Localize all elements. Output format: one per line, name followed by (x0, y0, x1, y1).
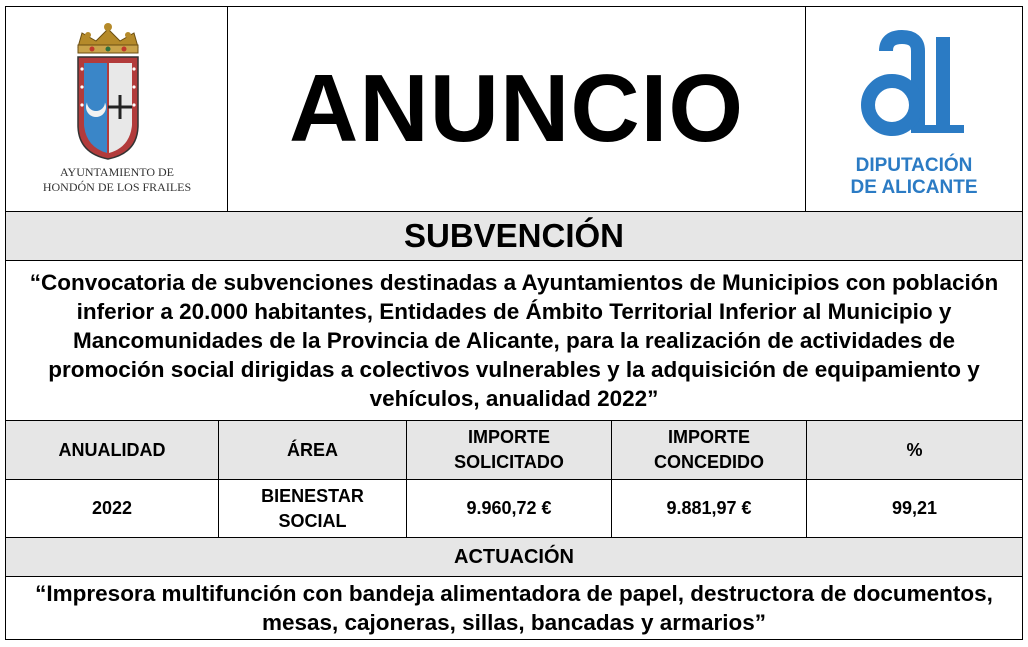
ayuntamiento-name (6, 165, 228, 195)
actuacion-title-row (5, 537, 1023, 577)
table-cell-importe-concedido: 9.881,97 € (611, 479, 807, 538)
table-cell-percent: 99,21 (806, 479, 1023, 538)
header-row (5, 6, 1023, 212)
subvencion-title: SUBVENCIÓN (403, 217, 625, 254)
page-title: ANUNCIO (289, 55, 744, 162)
diputacion-logo-icon (806, 7, 1022, 153)
table-header-anualidad: ANUALIDAD (5, 420, 219, 480)
amounts-table (5, 420, 1023, 538)
actuacion-title: ACTUACIÓN (454, 545, 574, 568)
diputacion-name (806, 155, 1022, 199)
coat-of-arms-icon (6, 7, 228, 165)
subvencion-description: “Convocatoria de subvenciones destinadas a Ayuntamientos de Municipios con población inferior a 20.000 habitantes, Entidades de Ámbito Territorial Inferior al Municipio y Mancomunidades de la Provincia de Alicante, para la realización de actividades de promoción social dirigidas a colectivos vulnerables y la adquisición de equipamiento y vehículos, anualidad 2022” (29, 270, 999, 411)
table-header-area: ÁREA (218, 420, 407, 480)
table-header-percent: % (806, 420, 1023, 480)
ayuntamiento-name-line1: AYUNTAMIENTO DE (59, 165, 175, 179)
table-header-importe-concedido: IMPORTE CONCEDIDO (611, 420, 807, 480)
diputacion-name-line1: DIPUTACIÓN (855, 155, 973, 176)
table-header-importe-solicitado: IMPORTE SOLICITADO (406, 420, 612, 480)
title-cell (228, 7, 806, 211)
table-cell-area: BIENESTAR SOCIAL (218, 479, 407, 538)
diputacion-name-line2: DE ALICANTE (850, 177, 978, 198)
actuacion-description-row (5, 576, 1023, 640)
subvencion-title-row (5, 211, 1023, 261)
subvencion-description-row (5, 260, 1023, 421)
diputacion-logo-cell (806, 7, 1022, 211)
ayuntamiento-name-line2: HONDÓN DE LOS FRAILES (42, 180, 192, 194)
ayuntamiento-logo-cell (6, 7, 228, 211)
actuacion-description: “Impresora multifunción con bandeja alimentadora de papel, destructora de documentos, mesas, cajoneras, sillas, bancadas y armarios” (35, 581, 993, 635)
announcement-sheet (5, 6, 1023, 640)
table-cell-importe-solicitado: 9.960,72 € (406, 479, 612, 538)
table-cell-anualidad: 2022 (5, 479, 219, 538)
